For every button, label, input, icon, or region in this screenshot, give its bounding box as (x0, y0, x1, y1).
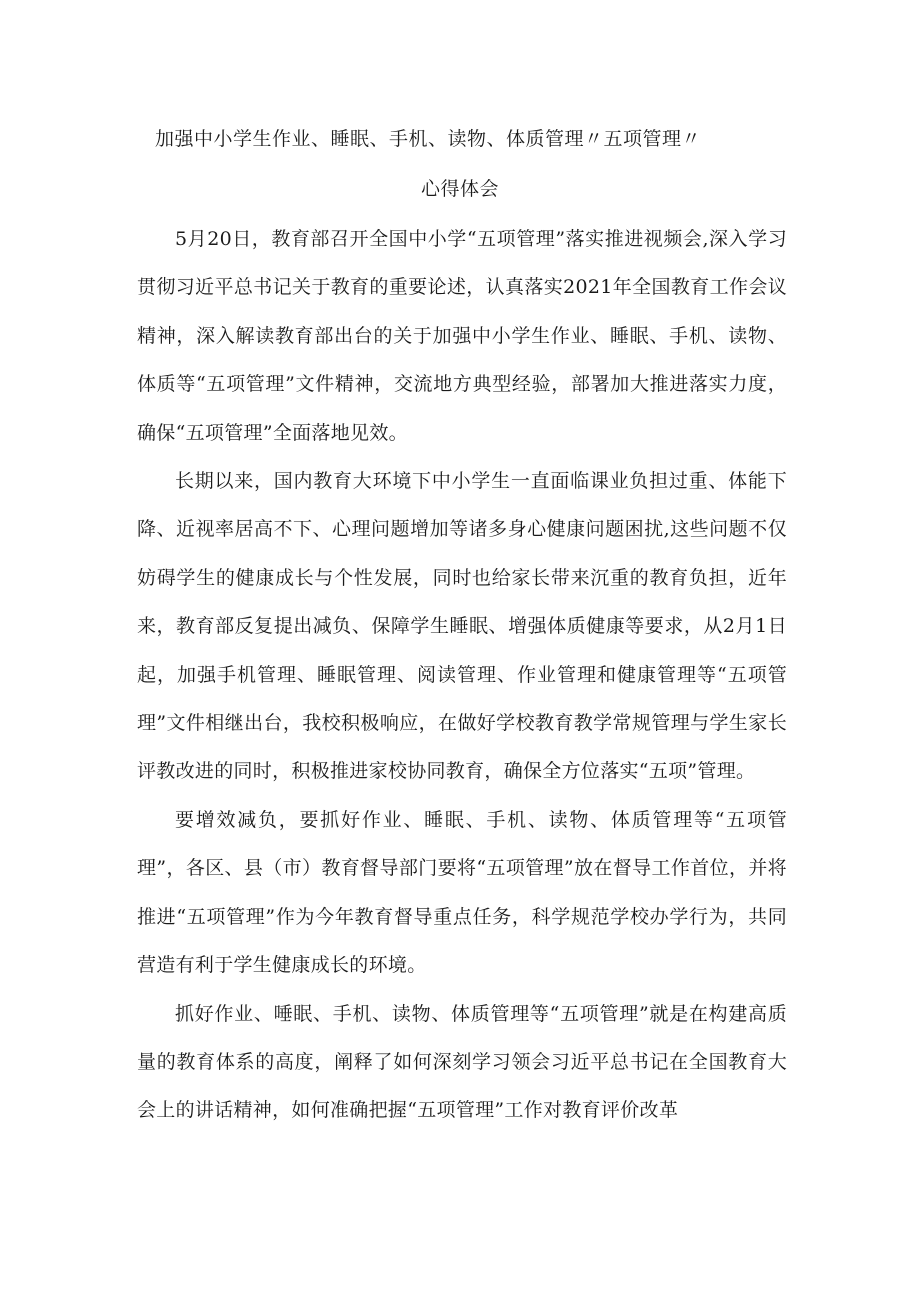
document-body (137, 215, 787, 1135)
paragraph: 长期以来，国内教育大环境下中小学生一直面临课业负担过重、体能下降、近视率居高不下、心理问题增加等诸多身心健康问题困扰,这些问题不仅妨碍学生的健康成长与个性发展，同时也给家长带来沉重的教育负担，近年来，教育部反复提出减负、保障学生睡眠、增强体质健康等要求，从2月1日起，加强手机管理、睡眠管理、阅读管理、作业管理和健康管理等“五项管理”文件相继出台，我校积极响应，在做好学校教育教学常规管理与学生家长评教改进的同时，积极推进家校协同教育，确保全方位落实“五项”管理。 (137, 470, 787, 783)
document-title-line-2: 心得体会 (420, 178, 499, 200)
paragraph: 要增效减负，要抓好作业、睡眠、手机、读物、体质管理等“五项管理”，各区、县（市）教育督导部门要将“五项管理”放在督导工作首位，并将推进“五项管理”作为今年教育督导重点任务，科学规范学校办学行为，共同营造有利于学生健康成长的环境。 (137, 808, 787, 977)
document-title-line-1: 加强中小学生作业、睡眠、手机、读物、体质管理〃五项管理〃 (155, 128, 702, 150)
paragraph: 抓好作业、唾眠、手机、读物、体质管理等“五项管理”就是在构建高质量的教育体系的高度，阐释了如何深刻学习领会习近平总书记在全国教育大会上的讲话精神，如何准确把握“五项管理”工作对教育评价改革 (137, 1002, 787, 1122)
paragraph: 5月20日，教育部召开全国中小学“五项管理”落实推进视频会,深入学习贯彻习近平总书记关于教育的重要论述，认真落实2021年全国教育工作会议精神，深入解读教育部出台的关于加强中小学生作业、睡眠、手机、读物、体质等“五项管理”文件精神，交流地方典型经验，部署加大推进落实力度，确保“五项管理”全面落地见效。 (137, 228, 787, 444)
